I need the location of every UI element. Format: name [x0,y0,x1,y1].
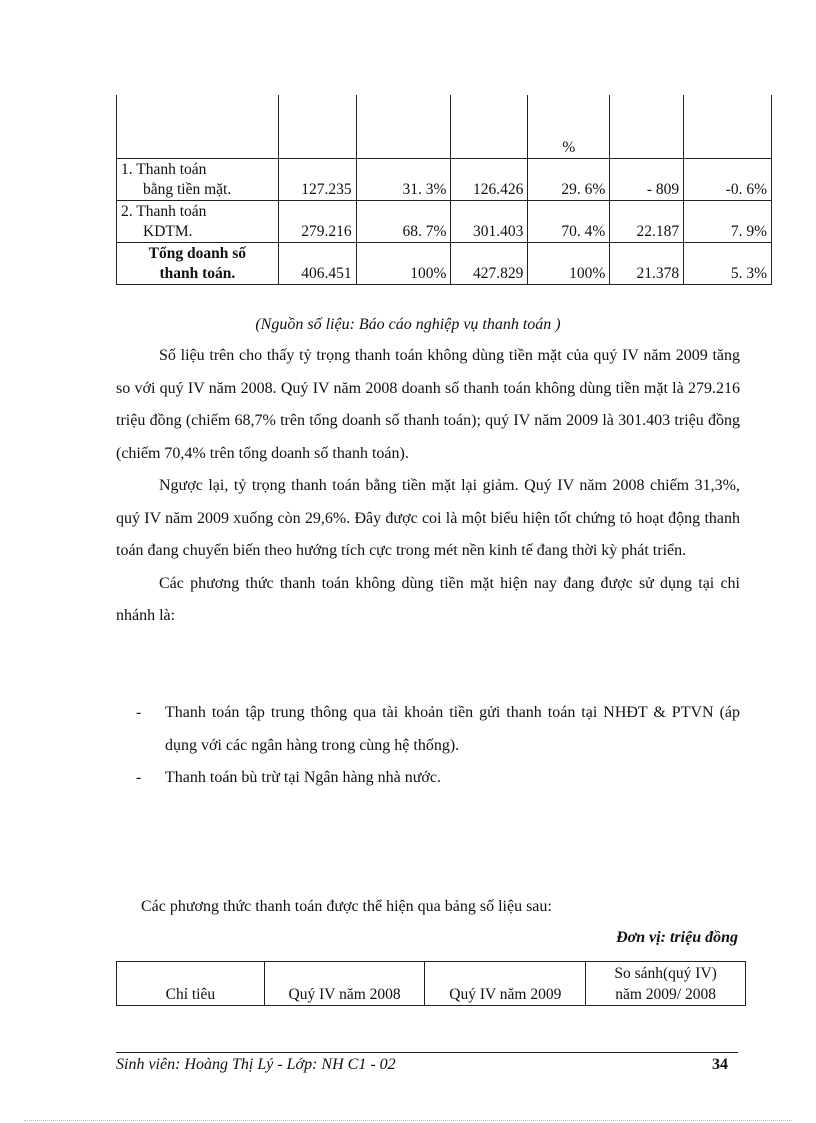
bullet-marker: - [136,769,142,786]
col-header: Chỉ tiêu [117,962,265,1006]
table-header-row [117,962,746,1006]
col-header: Quý IV năm 2009 [425,962,586,1006]
page-number: 34 [712,1056,728,1073]
paragraph: Số liệu trên cho thấy tỷ trọng thanh toán không dùng tiền mặt của quý IV năm 2009 tăng so với quý IV năm 2008. Quý IV năm 2008 doanh số thanh toán không dùng tiền mặt là 279.216 triệu đồng (chiếm 68,7% trên tổng doanh số thanh toán); quý IV năm 2009 là 301.403 triệu đồng (chiếm 70,4% trên tổng doanh số thanh toán). [116,347,740,462]
footer-divider [116,1052,738,1053]
table-header-row [117,95,772,158]
table-row-total: Tổng doanh số thanh toán. 406.451 100% 427.829 100% 21.378 5. 3% [117,242,772,284]
paragraph: Ngược lại, tỷ trọng thanh toán bằng tiền mặt lại giảm. Quý IV năm 2008 chiếm 31,3%, quý IV năm 2009 xuống còn 29,6%. Đây được coi là một biểu hiện tốt chứng tỏ hoạt động thanh toán đang chuyển biến theo hướng tích cực trong mét nền kinh tế đang thời kỳ phát triển. [116,477,740,559]
footer-text: Sinh viên: Hoàng Thị Lý - Lớp: NH C1 - 02 [116,1056,396,1073]
table-row: 2. Thanh toán KDTM. 279.216 68. 7% 301.403 70. 4% 22.187 7. 9% [117,200,772,242]
bullet-marker: - [136,704,142,721]
percent-header: % [528,95,610,158]
table-intro: Các phương thức thanh toán được thể hiện qua bảng số liệu sau: [141,898,552,915]
row-label: Tổng doanh số [148,244,247,262]
body-text [116,340,740,633]
table-source-caption: (Nguồn số liệu: Báo cáo nghiệp vụ thanh toán ) [255,316,561,333]
payment-methods-table-header [116,961,746,1006]
col-header: Quý IV năm 2008 [264,962,425,1006]
paragraph: Các phương thức thanh toán không dùng tiền mặt hiện nay đang được sử dụng tại chi nhánh là: [116,574,740,624]
unit-label: Đơn vị: triệu đồng [616,929,738,946]
col-header: So sánh(quý IV) năm 2009/ 2008 [586,962,746,1006]
table-row: 1. Thanh toán bằng tiền mặt. 127.235 31. 3% 126.426 29. 6% - 809 -0. 6% [117,158,772,200]
list-item: - Thanh toán tập trung thông qua tài khoản tiền gửi thanh toán tại NHĐT & PTVN (áp dụng với các ngân hàng trong cùng hệ thống). [116,697,740,762]
payment-table-continued [116,95,772,285]
row-label: 1. Thanh toán [121,160,207,178]
page-edge [24,1120,792,1121]
list-item: - Thanh toán bù trừ tại Ngân hàng nhà nước. [116,762,740,795]
bullet-list [116,697,740,795]
row-label: 2. Thanh toán [121,202,207,220]
